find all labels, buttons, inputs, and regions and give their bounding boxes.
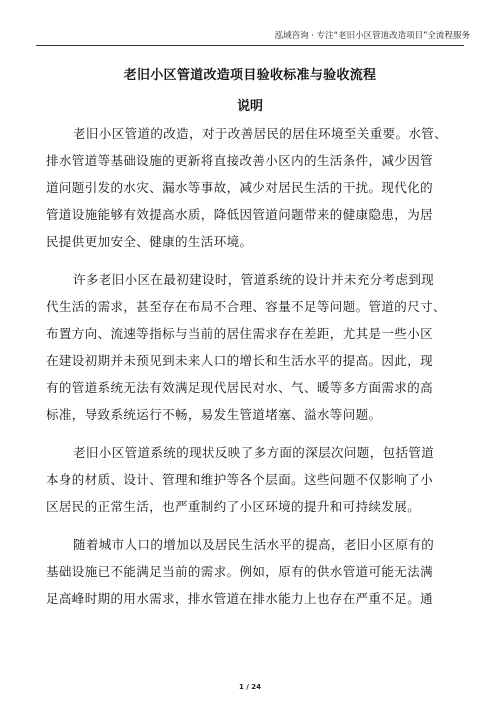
paragraph-line: 在建设初期并未预见到未来人口的增长和生活水平的提高。因此，现 [46, 353, 434, 368]
paragraph [46, 531, 458, 612]
paragraph-line: 随着城市人口的增加以及居民生活水平的提高，老旧小区原有的 [73, 537, 435, 552]
header-divider [36, 45, 464, 46]
paragraph-line: 许多老旧小区在最初建设时，管道系统的设计并未充分考虑到现 [73, 272, 435, 287]
paragraph-line: 标准，导致系统运行不畅，易发生管道堵塞、溢水等问题。 [46, 407, 382, 422]
paragraph [46, 439, 458, 520]
paragraph-line: 代生活的需求，甚至存在布局不合理、容量不足等问题。管道的尺寸、 [46, 299, 446, 314]
document-title: 老旧小区管道改造项目验收标准与验收流程 [123, 68, 377, 83]
paragraph-line: 民提供更加安全、健康的生活环境。 [46, 234, 253, 249]
paragraph-line: 区居民的正常生活，也严重制约了小区环境的提升和可持续发展。 [46, 499, 421, 514]
page-number: 1 / 24 [238, 683, 262, 691]
document-body [46, 120, 458, 623]
paragraph-line: 排水管道等基础设施的更新将直接改善小区内的生活条件，减少因管 [46, 153, 434, 168]
paragraph [46, 266, 458, 428]
paragraph-line: 本身的材质、设计、管理和维护等各个层面。这些问题不仅影响了小 [46, 472, 434, 487]
paragraph-line: 布置方向、流速等指标与当前的居住需求存在差距，尤其是一些小区 [46, 326, 434, 341]
section-title: 说明 [236, 99, 263, 114]
paragraph-line: 老旧小区管道系统的现状反映了多方面的深层次问题，包括管道 [73, 445, 435, 460]
paragraph-line: 管道设施能够有效提高水质，降低因管道问题带来的健康隐患，为居 [46, 207, 434, 222]
paragraph-line: 基础设施已不能满足当前的需求。例如，原有的供水管道可能无法满 [46, 564, 434, 579]
paragraph-line: 足高峰时期的用水需求，排水管道在排水能力上也存在严重不足。通 [46, 591, 434, 606]
paragraph-line: 道问题引发的水灾、漏水等事故，减少对居民生活的干扰。现代化的 [46, 180, 434, 195]
paragraph-line: 有的管道系统无法有效满足现代居民对水、气、暖等多方面需求的高 [46, 380, 434, 395]
header-note: 泓域咨询 · 专注“老旧小区管道改造项目”全流程服务 [274, 31, 470, 41]
paragraph [46, 120, 458, 255]
paragraph-line: 老旧小区管道的改造，对于改善居民的居住环境至关重要。水管、 [73, 126, 448, 141]
